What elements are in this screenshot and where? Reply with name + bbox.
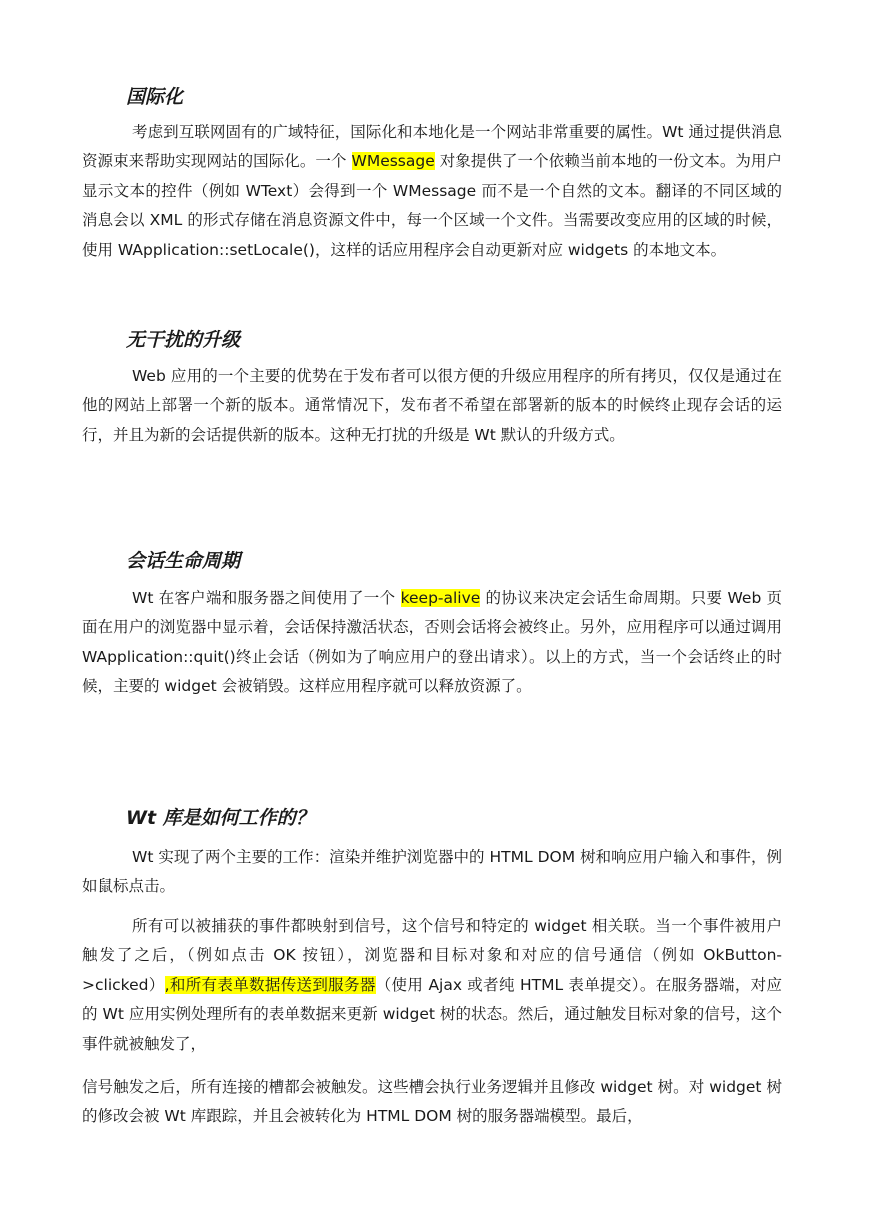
paragraph-upgrade: Web 应用的一个主要的优势在于发布者可以很方便的升级应用程序的所有拷贝，仅仅是通过在他的网站上部署一个新的版本。通常情况下，发布者不希望在部署新的版本的时候终止现存会话的运行，并且为新的会话提供新的版本。这种无打扰的升级是 Wt 默认的升级方式。 <box>82 367 782 444</box>
text-run: （使用 Ajax 或者纯 HTML 表单提交）。在服务器端，对应的 Wt 应用实例处理所有的表单数据来更新 widget 树的状态。然后，通过触发目标对象的信号，这个事件就被触发了， <box>82 975 782 1053</box>
paragraph-how-wt-works-2 <box>82 912 782 1059</box>
text-run: 考虑到互联网固有的广域特征，国际化和本地化是一个网站非常重要的属性。Wt 通过提供消息资源束来帮助实现网站的国际化。一个 <box>82 123 782 171</box>
heading-session-lifecycle: 会话生命周期 <box>126 550 241 572</box>
paragraph-how-wt-works-3: 信号触发之后，所有连接的槽都会被触发。这些槽会执行业务逻辑并且修改 widget 树。对 widget 树的修改会被 Wt 库跟踪，并且会被转化为 HTML DOM 树的服务器端模型。最后， <box>82 1078 782 1126</box>
text-run: Wt 在客户端和服务器之间使用了一个 <box>132 589 401 607</box>
heading-upgrade: 无干扰的升级 <box>126 329 241 351</box>
text-run: 对象提供了一个依赖当前本地的一份文本。为用户显示文本的控件（例如 WText）会得到一个 WMessage 而不是一个自然的文本。翻译的不同区域的消息会以 XML 的形式存储在消息资源文件中，每一个区域一个文件。当需要改变应用的区域的时候，使用 WApplication::setLocale()，这样的话应用程序会自动更新对应 widgets 的本地文本。 <box>82 152 782 259</box>
paragraph-i18n <box>82 118 782 265</box>
text-run: 的协议来决定会话生命周期。只要 Web 页面在用户的浏览器中显示着，会话保持激活状态，否则会话将会被终止。另外，应用程序可以通过调用 WApplication::quit()终止会话（例如为了响应用户的登出请求）。以上的方式，当一个会话终止的时候，主要的 widget 会被销毁。这样应用程序就可以释放资源了。 <box>82 589 782 696</box>
text-run: 所有可以被捕获的事件都映射到信号，这个信号和特定的 widget 相关联。当一个事件被用户触发了之后，（例如点击 OK 按钮），浏览器和目标对象和对应的信号通信（例如 OkButton->clicked） <box>82 917 782 994</box>
paragraph-how-wt-works-1: Wt 实现了两个主要的工作：渲染并维护浏览器中的 HTML DOM 树和响应用户输入和事件，例如鼠标点击。 <box>82 848 782 896</box>
paragraph-session-lifecycle <box>82 584 782 702</box>
highlighted-text: WMessage <box>351 152 435 171</box>
heading-how-wt-works: Wt 库是如何工作的？ <box>126 807 315 829</box>
highlighted-text: ,和所有表单数据传送到服务器 <box>164 975 376 994</box>
highlighted-text: keep-alive <box>400 589 481 607</box>
heading-i18n: 国际化 <box>126 86 184 108</box>
